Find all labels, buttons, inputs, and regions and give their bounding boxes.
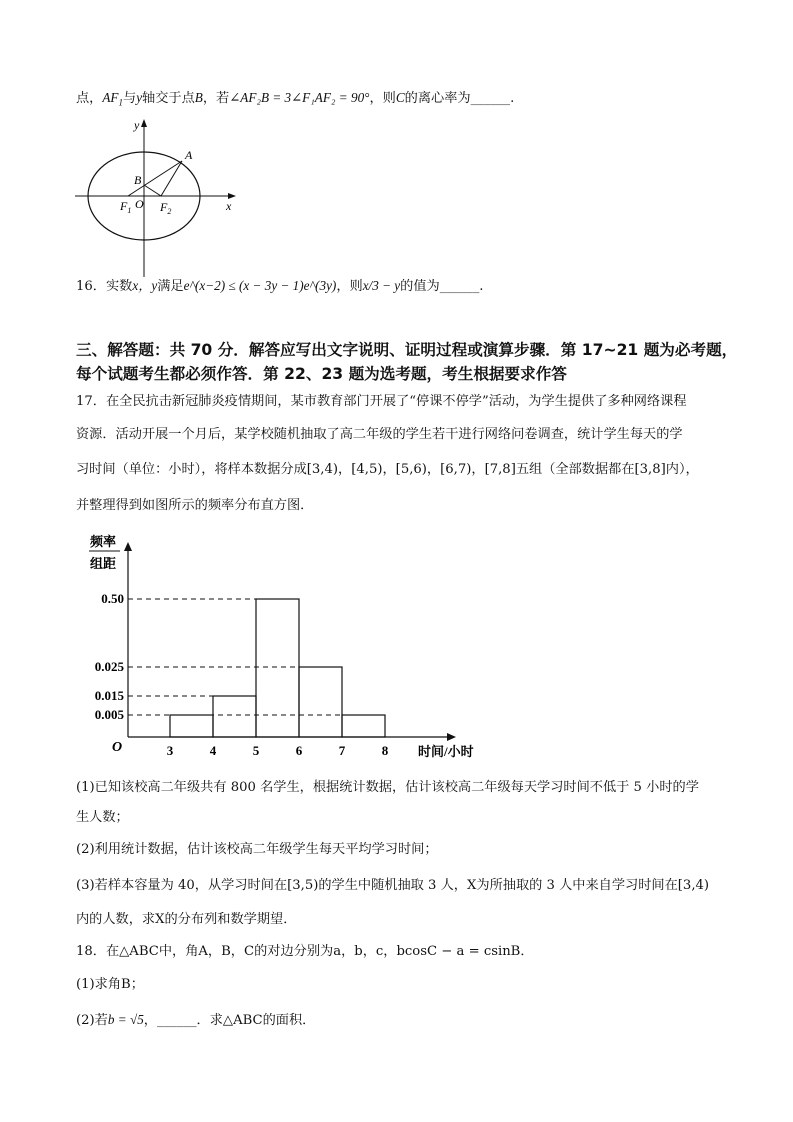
x-tick-label: 7 (338, 743, 346, 758)
point-f2-label: $F_2$ (160, 200, 172, 216)
q16-blank[interactable]: ______ (439, 279, 480, 294)
q16-line: 16．实数x，y满足e^(x−2) ≤ (x − 3y − 1)e^(3y)，则x/3 − y的值为______. (76, 278, 484, 294)
y-tick-label: 0.015 (94, 688, 124, 703)
q17-part3-line1: (3)若样本容量为 40，从学习时间在[3,5)的学生中随机抽取 3 人，X为所抽取的 3 人中来自学习时间在[3,4) (76, 878, 710, 893)
q18-part1: (1)求角B； (76, 977, 144, 992)
xlabel: 时间/小时 (418, 744, 474, 759)
x-tick-label: 4 (209, 743, 217, 758)
q15-formula: ∠AF₂B = 3∠F₁AF₂ = 90° (229, 90, 370, 105)
bar-3-4 (170, 715, 213, 737)
y-tick-label: 0.005 (94, 707, 124, 722)
q15-text: 点， (76, 91, 103, 106)
q18-line1: 18．在△ABC中，角A，B，C的对边分别为a，b，c，bcosC − a = csinB． (76, 944, 534, 959)
x-tick-label: 3 (166, 743, 174, 758)
q17-part2: (2)利用统计数据，估计该校高二年级学生每天平均学习时间； (76, 842, 438, 857)
q17-line1: 17．在全民抗击新冠肺炎疫情期间，某市教育部门开展了“停课不停学”活动，为学生提供了多种网络课程 (76, 394, 687, 409)
q18-blank[interactable]: ______ (156, 1013, 197, 1028)
bar-7-8 (342, 715, 385, 737)
y-axis-label: y (134, 118, 140, 132)
y-tick-label: 0.025 (94, 659, 124, 674)
q18-part2: (2)若b = √5，______．求△ABC的面积． (76, 1012, 316, 1028)
y-tick-label: 0.50 (101, 591, 124, 606)
x-tick-label: 8 (381, 743, 389, 758)
x-tick-label: 6 (295, 743, 303, 758)
q15-segment: AF (102, 90, 119, 105)
point-f1-label: $F_1$ (120, 199, 132, 215)
ylabel-bottom: 组距 (90, 556, 117, 571)
x-axis-arrow (447, 733, 456, 741)
x-axis-label: x (226, 199, 232, 213)
bar-4-5 (213, 696, 256, 737)
ylabel-top: 频率 (90, 534, 117, 549)
section3-heading-line2: 每个试题考生都必须作答．第 22、23 题为选考题，考生根据要求作答 (76, 365, 567, 383)
q17-line4: 并整理得到如图所示的频率分布直方图． (76, 498, 314, 513)
bar-5-6 (256, 599, 299, 737)
q17-part3-line2: 内的人数，求X的分布列和数学期望． (76, 912, 297, 927)
q15-blank[interactable]: ______ (470, 91, 511, 106)
y-axis-arrow (124, 542, 132, 551)
point-b-label: B (134, 173, 142, 187)
frequency-histogram (80, 530, 500, 770)
q17-part1-line2: 生人数； (76, 810, 129, 825)
q16-expression: x/3 − y (362, 278, 401, 293)
section3-heading-line1: 三、解答题：共 70 分．解答应写出文字说明、证明过程或演算步骤．第 17~21 题为必考题， (76, 341, 738, 359)
q17-part1-line1: (1)已知该校高二年级共有 800 名学生，根据统计数据，估计该校高二年级每天学习时间不低于 5 小时的学 (76, 780, 699, 795)
q16-inequality: e^(x−2) ≤ (x − 3y − 1)e^(3y) (183, 278, 337, 293)
q17-line3: 习时间（单位：小时），将样本数据分成[3,4)，[4,5)，[5,6)，[6,7)，[7,8]五组（全部数据都在[3,8]内）， (76, 462, 699, 477)
ellipse-figure (70, 112, 250, 282)
bar-6-7 (299, 667, 342, 737)
x-tick-label: 5 (252, 743, 260, 758)
origin-label: O (135, 197, 144, 211)
origin-label: O (112, 740, 123, 755)
q15-tail-line: 点，$AF_1$与y轴交于点B，若∠AF₂B = 3∠F₁AF₂ = 90°，则C的离心率为______. (76, 90, 515, 108)
point-a-label: A (185, 148, 193, 162)
q17-line2: 资源．活动开展一个月后，某学校随机抽取了高二年级的学生若干进行网络问卷调查，统计学生每天的学 (76, 427, 683, 442)
